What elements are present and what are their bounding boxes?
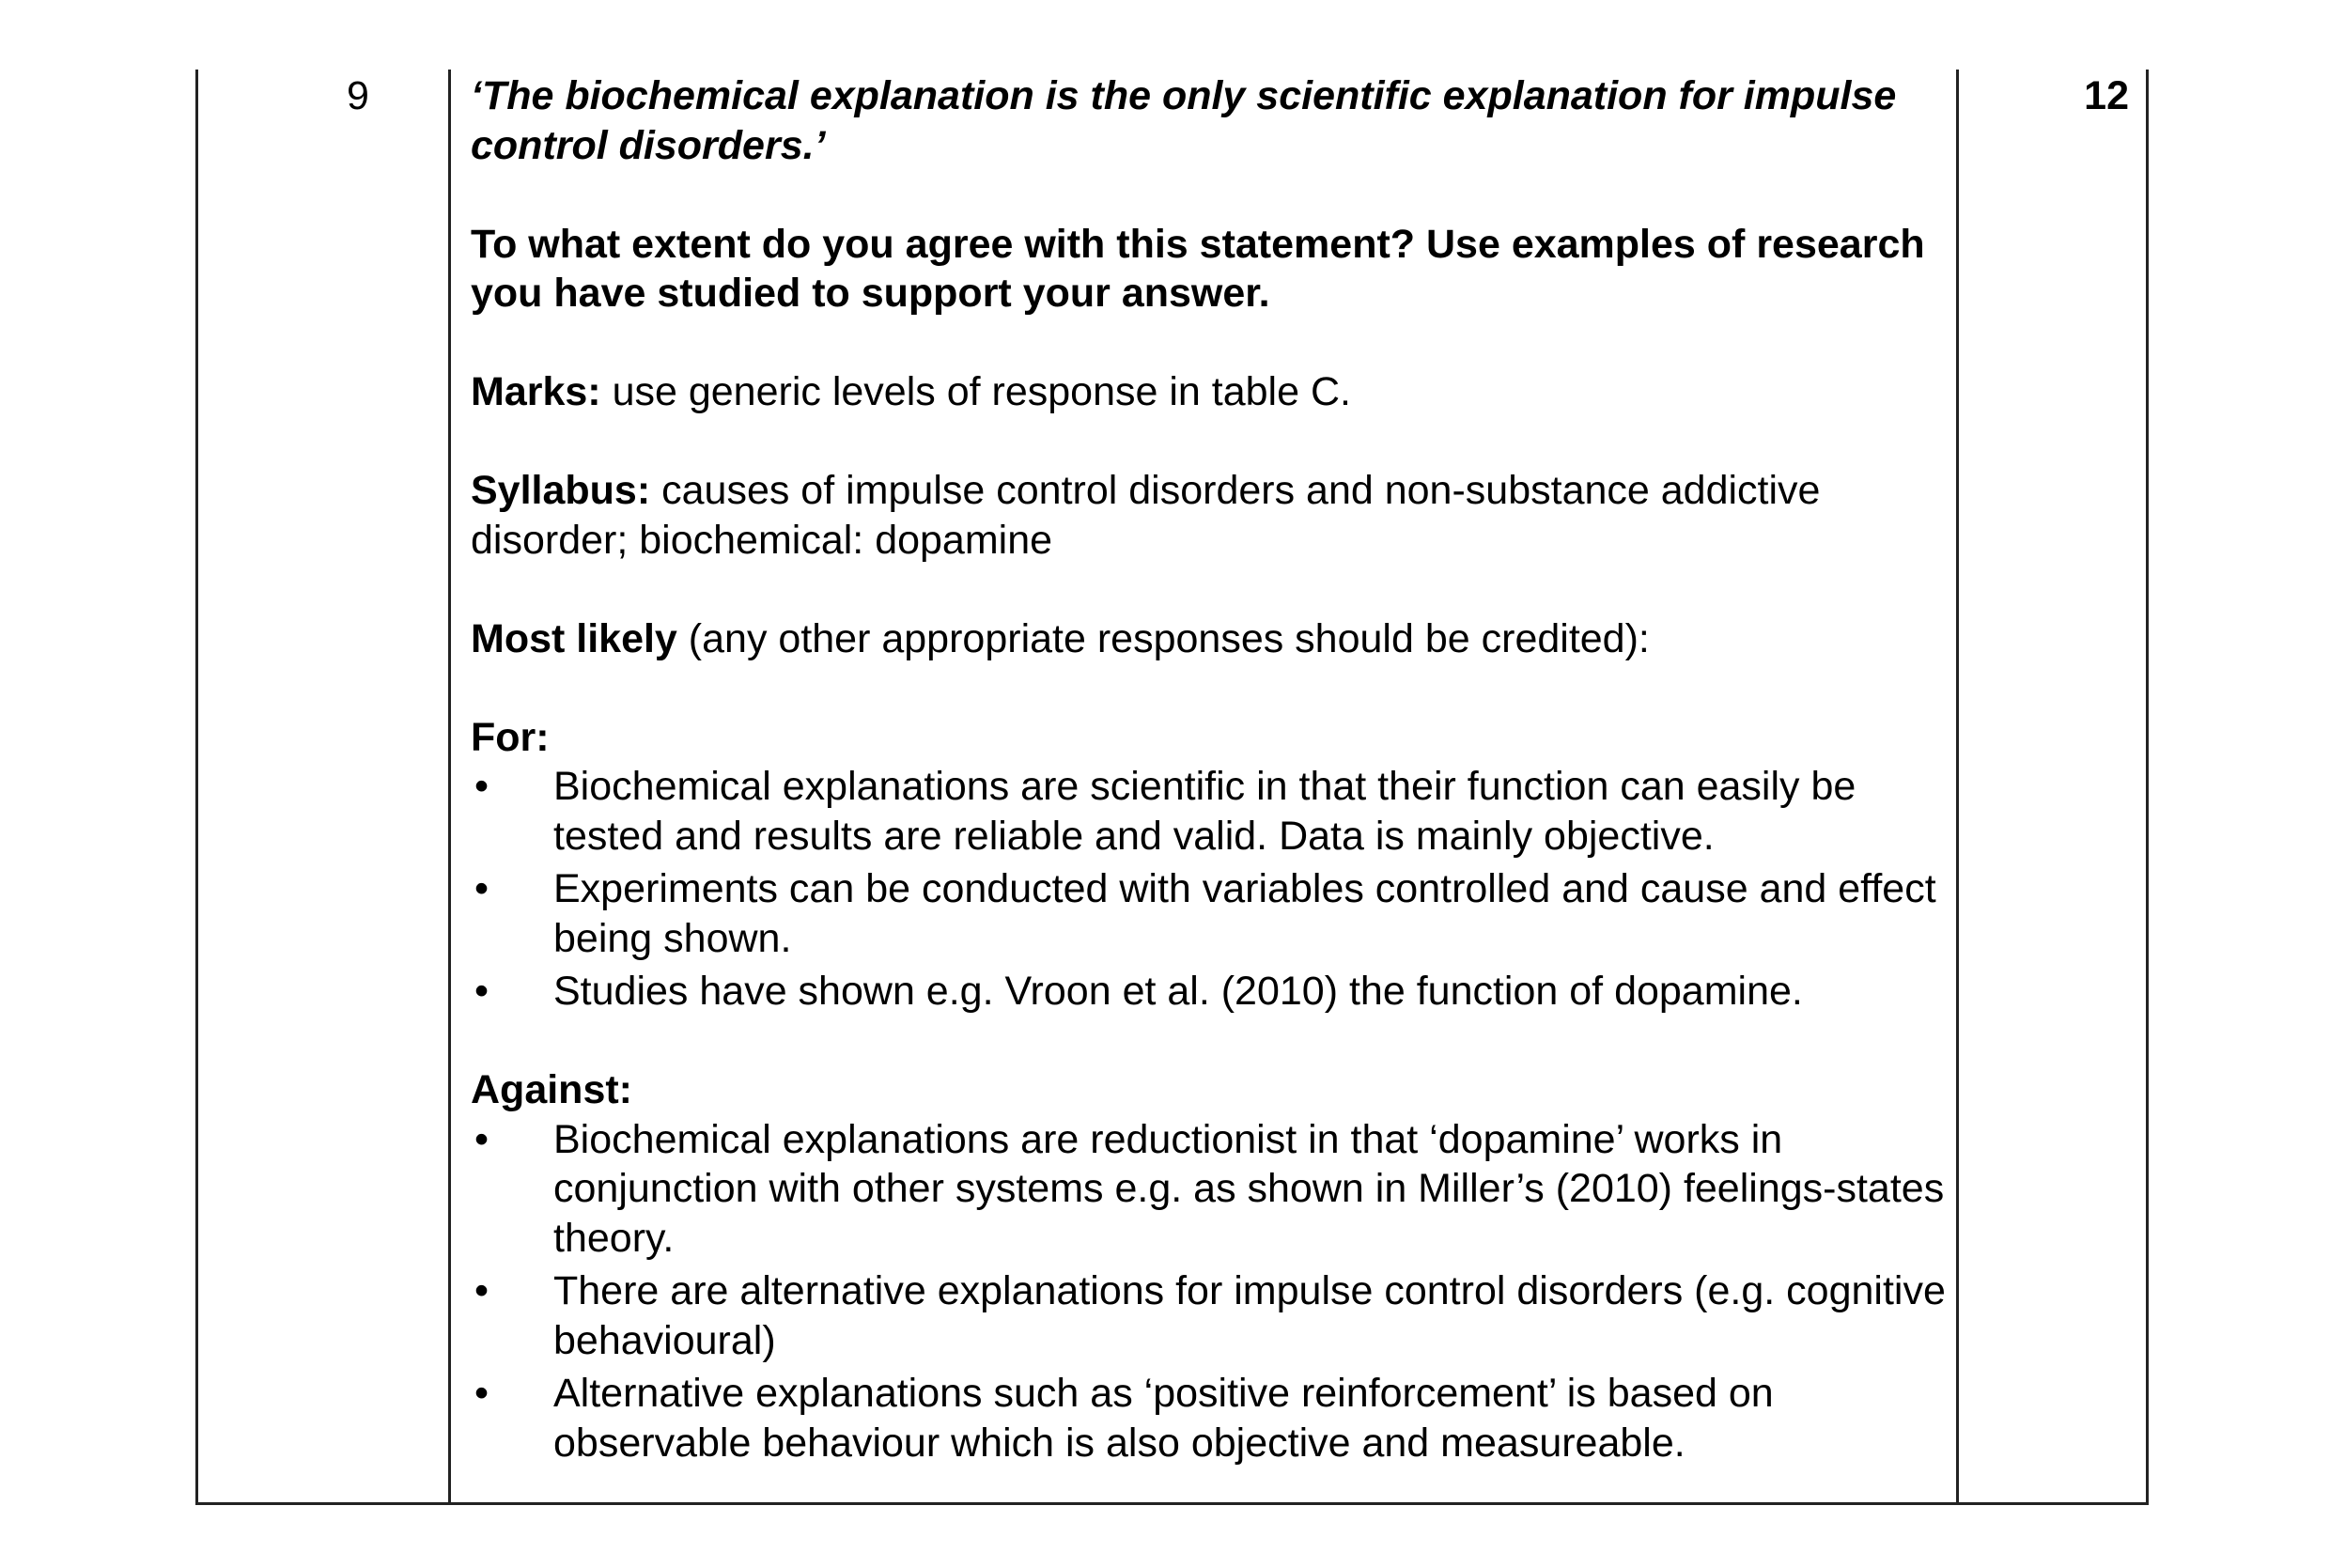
most-likely-text: (any other appropriate responses should be credited): bbox=[676, 615, 1650, 661]
against-heading: Against: bbox=[471, 1067, 632, 1112]
marks-text: use generic levels of response in table C. bbox=[600, 369, 1351, 414]
question-instruction: To what extent do you agree with this statement? Use examples of research you have studied to support your answer. bbox=[471, 221, 1925, 316]
syllabus-label: Syllabus: bbox=[471, 468, 651, 513]
against-list bbox=[471, 1115, 1950, 1468]
syllabus-text: causes of impulse control disorders and non-substance addictive disorder; biochemical: dopamine bbox=[471, 468, 1821, 563]
bullet-icon: • bbox=[474, 969, 489, 1014]
answer-guidance bbox=[471, 71, 1950, 1471]
total-marks: 12 bbox=[2084, 73, 2129, 118]
list-item: • Biochemical explanations are reductionist in that ‘dopamine’ works in conjunction with other systems e.g. as shown in Miller’s (2010) feelings-states theory. bbox=[474, 1116, 1945, 1261]
for-heading: For: bbox=[471, 714, 550, 760]
marks-note bbox=[471, 367, 1950, 417]
column-divider bbox=[448, 70, 451, 1502]
list-item: • There are alternative explanations for impulse control disorders (e.g. cognitive behavioural) bbox=[474, 1268, 1946, 1363]
list-item: • Studies have shown e.g. Vroon et al. (2010) the function of dopamine. bbox=[471, 967, 1950, 1017]
most-likely-label: Most likely bbox=[471, 615, 677, 661]
marks-label: Marks: bbox=[471, 369, 601, 414]
most-likely-note bbox=[471, 614, 1950, 664]
question-statement: ‘The biochemical explanation is the only scientific explanation for impulse control disorders.’ bbox=[471, 73, 1897, 168]
bullet-icon: • bbox=[474, 1116, 489, 1162]
list-item: • Experiments can be conducted with variables controlled and cause and effect being shown. bbox=[474, 866, 1936, 961]
bullet-icon: • bbox=[474, 764, 489, 809]
bullet-icon: • bbox=[474, 866, 489, 911]
for-list bbox=[471, 762, 1950, 1017]
bullet-icon: • bbox=[474, 1268, 489, 1313]
syllabus-note bbox=[471, 466, 1950, 565]
list-item: • Biochemical explanations are scientific in that their function can easily be tested and results are reliable and valid. Data is mainly objective. bbox=[474, 764, 1856, 859]
list-item: • Alternative explanations such as ‘positive reinforcement’ is based on observable behaviour which is also objective and measureable. bbox=[474, 1371, 1774, 1466]
bullet-icon: • bbox=[474, 1371, 489, 1416]
question-number: 9 bbox=[347, 73, 369, 118]
column-divider bbox=[1956, 70, 1959, 1502]
mark-scheme-table bbox=[195, 70, 2149, 1505]
